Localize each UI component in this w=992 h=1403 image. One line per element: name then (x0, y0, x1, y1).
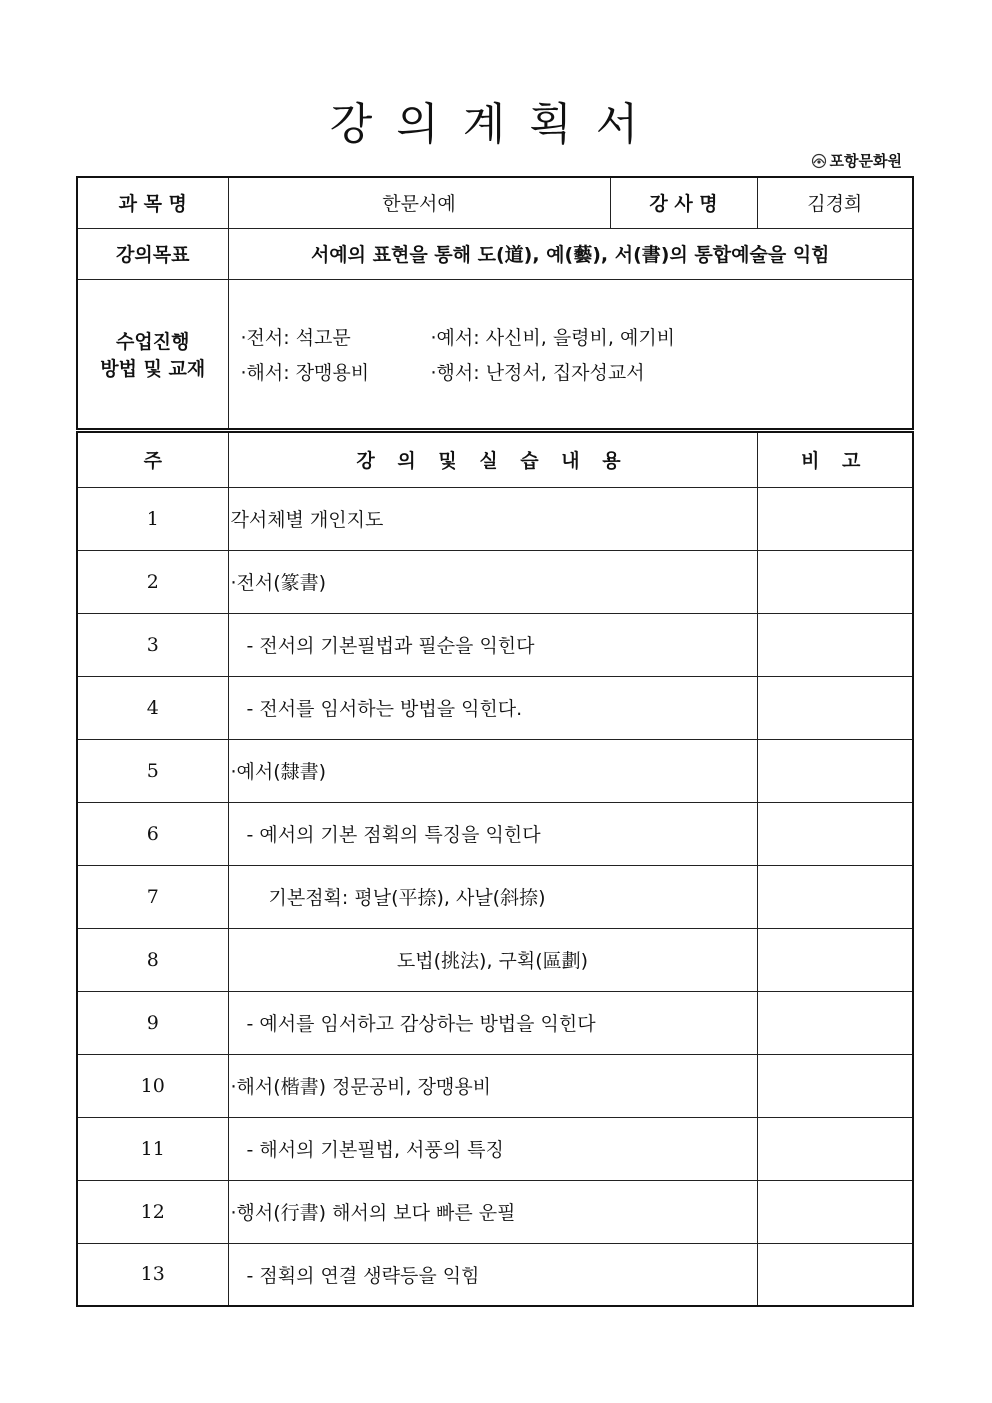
method-item: ·예서: 사신비, 을령비, 예기비 (430, 326, 676, 349)
week-number: 5 (77, 739, 228, 802)
lecture-plan-table (76, 176, 914, 430)
week-content: ·전서(篆書) (228, 550, 757, 613)
schedule-row (77, 676, 913, 739)
schedule-row (77, 1243, 913, 1306)
header-content: 강 의 및 실 습 내 용 (228, 432, 757, 487)
week-number: 10 (77, 1054, 228, 1117)
week-note (757, 613, 913, 676)
instructor-value: 김경희 (757, 177, 913, 228)
method-label-line1: 수업진행 (116, 330, 190, 353)
week-note (757, 1243, 913, 1306)
week-content: 기본점획: 평날(平捺), 사날(斜捺) (228, 865, 757, 928)
week-number: 8 (77, 928, 228, 991)
organization-name: 포항문화원 (829, 152, 902, 170)
week-number: 6 (77, 802, 228, 865)
week-note (757, 1117, 913, 1180)
week-note (757, 802, 913, 865)
week-content: ·예서(隸書) (228, 739, 757, 802)
goal-value: 서예의 표현을 통해 도(道), 예(藝), 서(書)의 통합예술을 익힘 (228, 228, 913, 279)
method-value (228, 279, 913, 429)
schedule-row (77, 991, 913, 1054)
week-content: - 점획의 연결 생략등을 익힘 (228, 1243, 757, 1306)
week-note (757, 550, 913, 613)
week-content: - 해서의 기본필법, 서풍의 특징 (228, 1117, 757, 1180)
week-number: 1 (77, 487, 228, 550)
instructor-label: 강 사 명 (610, 177, 757, 228)
goal-row (77, 228, 913, 279)
schedule-row (77, 613, 913, 676)
schedule-row (77, 1180, 913, 1243)
week-note (757, 487, 913, 550)
header-note: 비 고 (757, 432, 913, 487)
method-item: ·전서: 석고문 (240, 326, 351, 349)
week-note (757, 865, 913, 928)
schedule-row (77, 802, 913, 865)
week-number: 7 (77, 865, 228, 928)
week-note (757, 1054, 913, 1117)
week-content: - 예서를 임서하고 감상하는 방법을 익힌다 (228, 991, 757, 1054)
week-note (757, 928, 913, 991)
week-content: - 전서의 기본필법과 필순을 익힌다 (228, 613, 757, 676)
week-number: 12 (77, 1180, 228, 1243)
week-number: 11 (77, 1117, 228, 1180)
week-note (757, 676, 913, 739)
week-note (757, 991, 913, 1054)
method-row (77, 279, 913, 429)
week-note (757, 1180, 913, 1243)
week-content: - 전서를 임서하는 방법을 익힌다. (228, 676, 757, 739)
week-number: 9 (77, 991, 228, 1054)
method-item: ·행서: 난정서, 집자성교서 (430, 361, 645, 384)
header-week: 주 (77, 432, 228, 487)
schedule-row (77, 550, 913, 613)
subject-label: 과 목 명 (77, 177, 228, 228)
schedule-row (77, 865, 913, 928)
schedule-row (77, 1117, 913, 1180)
schedule-row (77, 928, 913, 991)
schedule-row (77, 1054, 913, 1117)
week-number: 3 (77, 613, 228, 676)
method-label-line2: 방법 및 교재 (100, 357, 206, 380)
week-note (757, 739, 913, 802)
week-content: 도법(挑法), 구획(區劃) (228, 928, 757, 991)
week-content: ·해서(楷書) 정문공비, 장맹용비 (228, 1054, 757, 1117)
week-content: ·행서(行書) 해서의 보다 빠른 운필 (228, 1180, 757, 1243)
week-number: 13 (77, 1243, 228, 1306)
organization-mark (811, 150, 902, 171)
subject-row (77, 177, 913, 228)
week-number: 4 (77, 676, 228, 739)
document-title: 강의계획서 (329, 99, 663, 150)
schedule-row (77, 487, 913, 550)
method-label (77, 279, 228, 429)
method-item: ·해서: 장맹용비 (240, 361, 370, 384)
week-content: - 예서의 기본 점획의 특징을 익힌다 (228, 802, 757, 865)
week-number: 2 (77, 550, 228, 613)
week-content: 각서체별 개인지도 (228, 487, 757, 550)
organization-logo-icon (811, 153, 827, 169)
subject-value: 한문서예 (228, 177, 610, 228)
schedule-header-row (77, 432, 913, 487)
schedule-table (76, 431, 914, 1307)
goal-label: 강의목표 (77, 228, 228, 279)
schedule-row (77, 739, 913, 802)
